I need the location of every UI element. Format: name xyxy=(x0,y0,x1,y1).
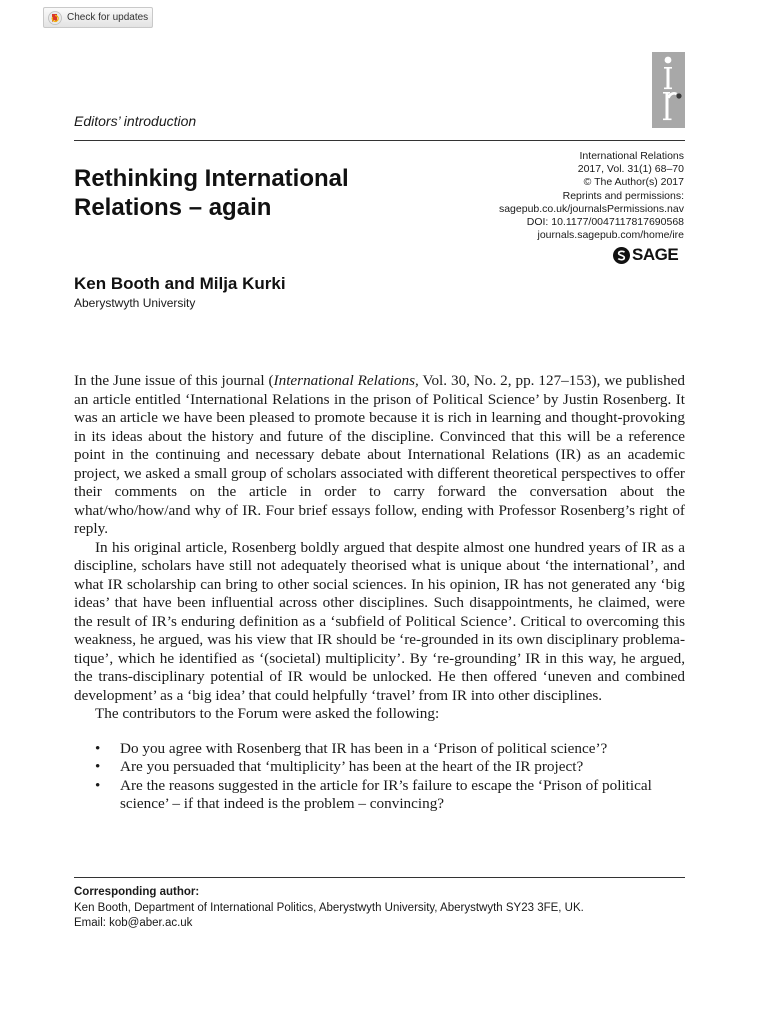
article-title xyxy=(74,164,454,222)
footnote-email[interactable]: Email: kob@aber.ac.uk xyxy=(74,917,193,929)
title-line-2: Relations – again xyxy=(74,194,272,221)
journal-name: International Relations xyxy=(579,150,684,162)
copyright: © The Author(s) 2017 xyxy=(583,176,684,189)
footer-rule xyxy=(74,877,685,878)
paragraph-2: In his original article, Rosenberg boldly argued that despite almost one hundred years of IR as a discipline, scholars have still not adequately theorised what is unique about ‘the international’, and what IR scholarship can bring to other social sciences. In his opinion, IR has not generated any ‘big ideas’ that have been influential across other disciplines. Such disappointments, he claimed, were the result of IR’s enduring definition as a ‘subfield of Political Science’. Critical to overcoming this weakness, he argued, was his view that IR should be ‘re-grounded in its own disciplinary problematique’, which he identified as ‘(societal) multiplicity’. By ‘re-grounding’ IR in this way, he argued, the trans-disciplinary potential of IR would be unlocked. He then offered ‘uneven and combined development’ as a ‘big idea’ that could helpfully ‘travel’ from IR into other disciplines. xyxy=(74,538,685,704)
list-item: • Do you agree with Rosenberg that IR has been in a ‘Prison of political science’? xyxy=(74,740,685,759)
question-list xyxy=(74,740,685,814)
journal-link[interactable]: journals.sagepub.com/home/ire xyxy=(537,229,684,242)
footnote-address: Ken Booth, Department of International Politics, Aberystwyth University, Aberystwyth SY23 3FE, UK. xyxy=(74,901,584,914)
list-item: • Are the reasons suggested in the article for IR’s failure to escape the ‘Prison of political science’ – if that indeed is the problem – convincing? xyxy=(74,777,685,814)
volume-info: 2017, Vol. 31(1) 68–70 xyxy=(577,163,684,176)
footnote-heading: Corresponding author: xyxy=(74,886,200,898)
author-affiliation: Aberystwyth University xyxy=(74,296,196,310)
sage-logo xyxy=(613,245,678,265)
check-updates-label: Check for updates xyxy=(67,12,149,23)
journal-metadata xyxy=(424,150,684,242)
sage-s-icon xyxy=(613,247,630,264)
ir-logo-icon xyxy=(652,52,685,128)
reprints-label: Reprints and permissions: xyxy=(562,189,684,202)
title-line-1: Rethinking International xyxy=(74,165,349,192)
paragraph-1: In the June issue of this journal (International Relations, Vol. 30, No. 2, pp. 127–153), we published an article entitled ‘International Relations in the prison of Political Science’ by Justin Rosenberg. It was an article we have been pleased to promote because it is rich in learning and thought-provoking in its ideas about the history and future of the discipline. Convinced that this will be a reference point in the continuing and necessary debate about International Relations (IR) as an academic project, we asked a small group of scholars associated with different theoretical perspectives to offer their comments on the article in order to carry forward the conversation about the what/who/how/and why of IR. Four brief essays follow, ending with Professor Rosenberg’s right of reply. xyxy=(74,372,686,537)
check-for-updates-button[interactable] xyxy=(43,7,153,28)
author-names: Ken Booth and Milja Kurki xyxy=(74,274,286,293)
section-label: Editors’ introduction xyxy=(74,113,197,129)
sage-wordmark: SAGE xyxy=(632,245,679,264)
journal-logo xyxy=(652,52,685,128)
list-item: • Are you persuaded that ‘multiplicity’ has been at the heart of the IR project? xyxy=(74,758,685,777)
corresponding-author-footnote xyxy=(74,885,685,932)
header-rule xyxy=(74,140,685,141)
journal-title-italic: International Relations xyxy=(273,372,415,389)
permissions-link[interactable]: sagepub.co.uk/journalsPermissions.nav xyxy=(498,202,684,215)
doi[interactable]: DOI: 10.1177/0047117817690568 xyxy=(526,216,684,229)
check-updates-icon xyxy=(48,11,62,25)
article-body xyxy=(74,372,685,814)
paragraph-3: The contributors to the Forum were asked the following: xyxy=(95,705,440,722)
